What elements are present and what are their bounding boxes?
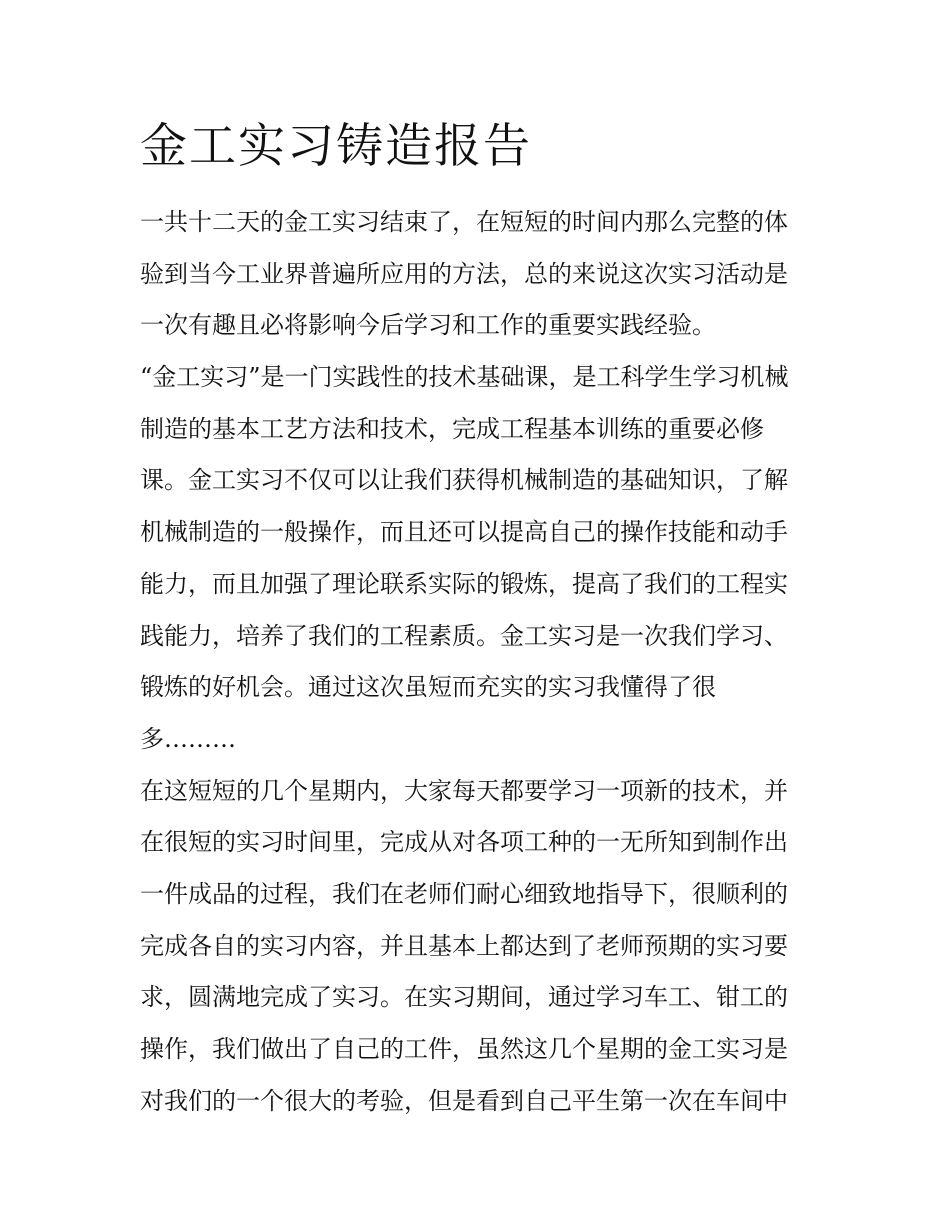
text-line: 对我们的一个很大的考验，但是看到自己平生第一次在车间中 [140,1086,788,1115]
text-line: “金工实习”是一门实践性的技术基础课，是工科学生学习机械 [140,363,789,392]
text-line: 践能力，培养了我们的工程素质。金工实习是一次我们学习、 [140,621,788,650]
text-line: 在很短的实习时间里，完成从对各项工种的一无所知到制作出 [140,828,788,857]
document-body [140,197,820,1127]
text-line: 一次有趣且必将影响今后学习和工作的重要实践经验。 [140,311,716,340]
text-line: 一件成品的过程，我们在老师们耐心细致地指导下，很顺利的 [140,879,788,908]
text-line: 操作，我们做出了自己的工件，虽然这几个星期的金工实习是 [140,1035,788,1063]
text-line: 能力，而且加强了理论联系实际的锻炼，提高了我们的工程实 [140,569,788,598]
text-line: 完成各自的实习内容，并且基本上都达到了老师预期的实习要 [140,931,788,960]
text-line: 一共十二天的金工实习结束了，在短短的时间内那么完整的体 [140,208,788,236]
text-line: 锻炼的好机会。通过这次虽短而充实的实习我懂得了很 [140,673,716,702]
text-line: 多……… [140,724,236,753]
text-line: 课。金工实习不仅可以让我们获得机械制造的基础知识，了解 [140,466,788,495]
text-line: 制造的基本工艺方法和技术，完成工程基本训练的重要必修 [140,414,764,443]
document-title: 金工实习铸造报告 [140,119,532,174]
text-line: 在这短短的几个星期内，大家每天都要学习一项新的技术，并 [140,776,788,805]
text-line: 验到当今工业界普遍所应用的方法，总的来说这次实习活动是 [140,259,788,288]
text-line: 机械制造的一般操作，而且还可以提高自己的操作技能和动手 [140,518,788,547]
text-line: 求，圆满地完成了实习。在实习期间，通过学习车工、钳工的 [140,983,788,1012]
